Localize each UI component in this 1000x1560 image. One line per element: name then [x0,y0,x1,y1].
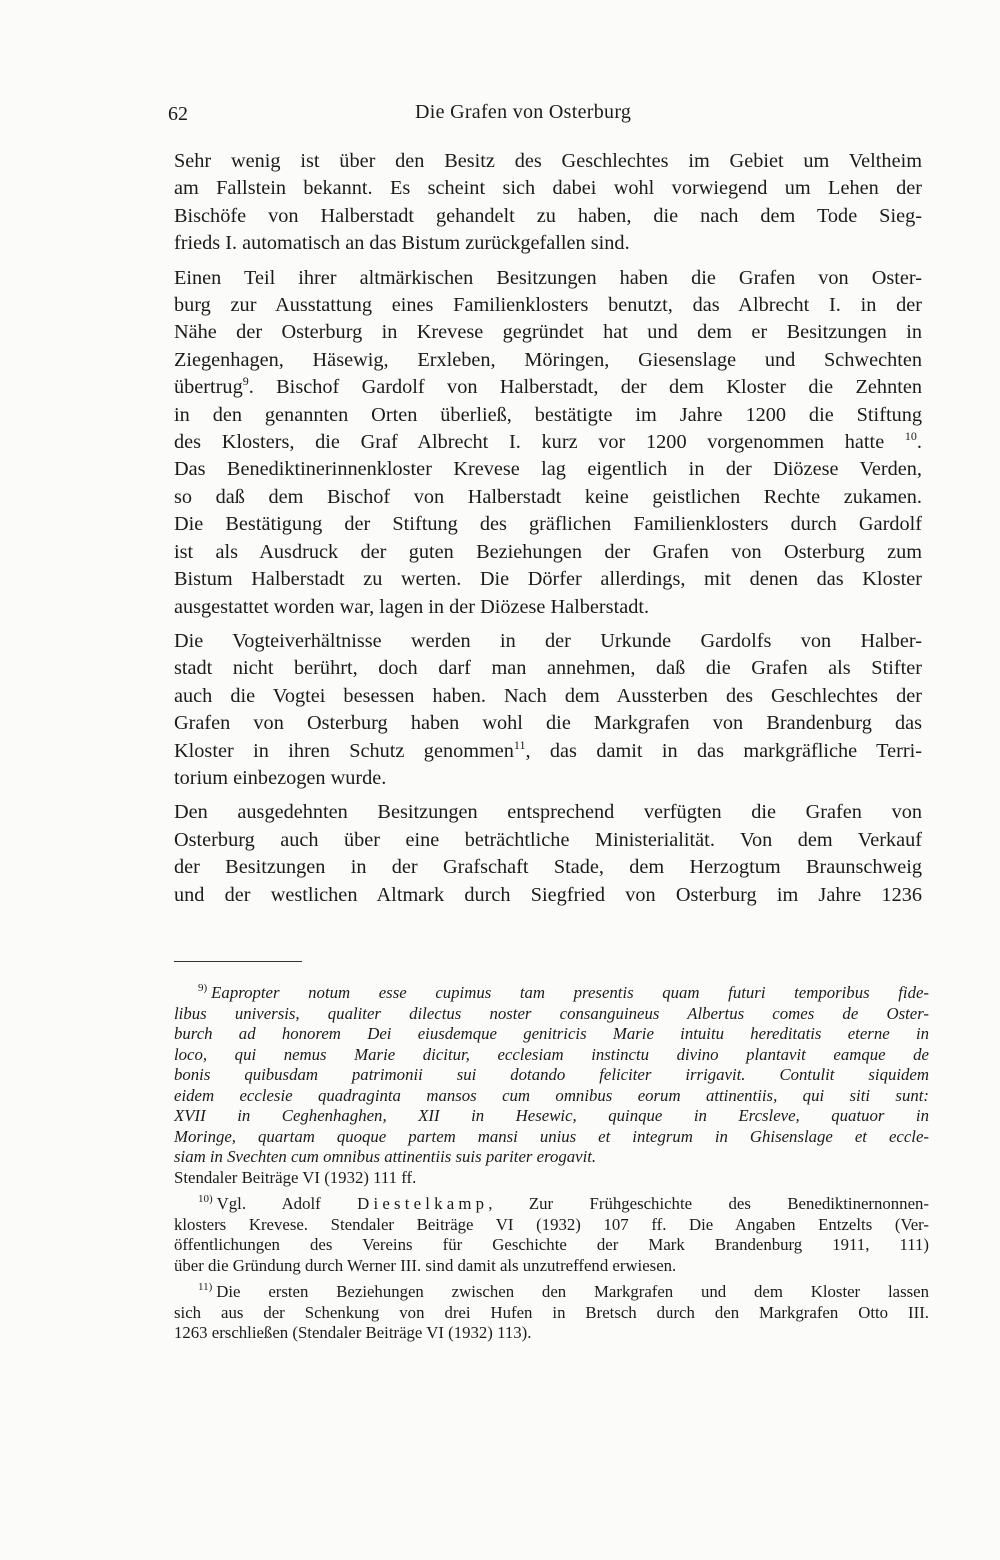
text-line: Ziegenhagen, Häsewig, Erxleben, Möringen, Giesenslage und Schwechten [174,348,922,371]
paragraph [174,148,922,258]
footnote-divider [174,961,302,962]
paragraph [174,628,922,792]
text-line: siam in Svechten cum omnibus attinentiis suis pariter erogavit. [174,1147,597,1166]
text-segment: Kloster in ihren Schutz genommen [174,739,514,762]
main-text [174,148,922,916]
footnote-11 [174,1282,929,1344]
text-line: Grafen von Osterburg haben wohl die Markgrafen von Brandenburg das [174,712,922,735]
footnote-number: 11) [198,1281,213,1294]
text-line: libus universis, qualiter dilectus noster consanguineus Albertus comes de Oster- [174,1003,929,1023]
text-line: am Fallstein bekannt. Es scheint sich dabei wohl vorwiegend um Lehen der [174,177,922,200]
text-line: über die Gründung durch Werner III. sind damit als unzutreffend erwiesen. [174,1255,677,1275]
text-line: Das Benediktinerinnenkloster Krevese lag eigentlich in der Diözese Verden, [174,458,922,481]
text-line [174,429,922,456]
text-line: ausgestattet worden war, lagen in der Diözese Halberstadt. [174,595,650,618]
text-line: und der westlichen Altmark durch Siegfried von Osterburg im Jahre 1236 [174,883,922,906]
text-line: eidem ecclesie quadraginta mansos cum omnibus eorum attinentiis, qui siti sunt: [174,1085,929,1105]
text-line: XVII in Ceghenhaghen, XII in Hesewic, quinque in Ercsleve, quatuor in [174,1106,929,1125]
footnotes [174,983,929,1350]
text-line [174,983,929,1004]
text-segment: des Klosters, die Graf Albrecht I. kurz vor 1200 vorgenommen hatte [174,431,885,454]
footnote-9 [174,983,929,1188]
text-line: burch ad honorem Dei eiusdemque genitricis Marie intuitu hereditatis eterne in [174,1024,929,1043]
text-segment: . [916,431,922,454]
text-line: torium einbezogen wurde. [174,766,387,789]
text-line: so daß dem Bischof von Halberstadt keine geistlichen Rechte zukamen. [174,485,922,508]
text-segment: , das damit in das markgräfliche Terri- [525,739,923,762]
text-line [174,1194,929,1215]
text-line: Den ausgedehnten Besitzungen entsprechend verfügten die Grafen von [174,801,922,824]
text-line: Osterburg auch über eine beträchtliche Ministerialität. Von dem Verkauf [174,828,922,851]
text-segment: übertrug [174,376,243,399]
text-line: ist als Ausdruck der guten Beziehungen der Grafen von Osterburg zum [174,540,922,563]
text-line [174,738,922,765]
text-line: Nähe der Osterburg in Krevese gegründet hat und dem er Besitzungen in [174,321,922,344]
text-line: Sehr wenig ist über den Besitz des Geschlechtes im Gebiet um Veltheim [174,150,922,172]
page-number: 62 [168,103,188,125]
footnote-number: 9) [198,982,208,995]
text-line: der Besitzungen in der Grafschaft Stade, dem Herzogtum Braunschweig [174,856,922,879]
text-line: Moringe, quartam quoque partem mansi unius et integrum in Ghisenslage et eccle- [174,1126,929,1146]
text-line: öffentlichungen des Vereins für Geschichte der Mark Brandenburg 1911, 111) [174,1235,929,1254]
author-name: Diestelkamp [357,1194,489,1213]
text-line: burg zur Ausstattung eines Familienklosters benutzt, das Albrecht I. in der [174,294,922,317]
text-line: in den genannten Orten überließ, bestätigte im Jahre 1200 die Stiftung [174,403,922,426]
paragraph [174,265,922,621]
text-segment: Eapropter notum esse cupimus tam presentis quam futuri temporibus fide- [211,983,929,1002]
text-line: stadt nicht berührt, doch darf man annehmen, daß die Grafen als Stifter [174,657,922,680]
text-line: Bischöfe von Halberstadt gehandelt zu haben, die nach dem Tode Sieg- [174,204,922,227]
text-line: sich aus der Schenkung von drei Hufen in Bretsch durch den Markgrafen Otto III. [174,1302,929,1322]
text-segment: , Zur Frühgeschichte des Benediktinernonnen- [488,1194,929,1213]
text-line: Bistum Halberstadt zu werten. Die Dörfer allerdings, mit denen das Kloster [174,568,922,591]
text-line [174,374,922,401]
text-line: 1263 erschließen (Stendaler Beiträge VI (1932) 113). [174,1323,532,1342]
footnote-number: 10) [198,1193,213,1206]
running-title: Die Grafen von Osterburg [415,101,632,123]
paragraph [174,799,922,909]
text-line: Einen Teil ihrer altmärkischen Besitzungen haben die Grafen von Oster- [174,266,922,289]
footnote-ref-9[interactable]: 9 [242,374,249,389]
text-line: loco, qui nemus Marie dicitur, ecclesiam instinctu divino plantavit eamque de [174,1044,929,1064]
text-line: klosters Krevese. Stendaler Beiträge VI (1932) 107 ff. Die Angaben Entzelts (Ver- [174,1214,929,1234]
text-segment: Die ersten Beziehungen zwischen den Markgrafen und dem Kloster lassen [216,1282,929,1301]
text-line: bonis quibusdam patrimonii sui dotando feliciter irrigavit. Contulit siquidem [174,1065,929,1084]
text-segment: Vgl. Adolf [216,1194,358,1213]
footnote-ref-10[interactable]: 10 [904,429,917,444]
text-line: frieds I. automatisch an das Bistum zurückgefallen sind. [174,232,630,255]
text-line: auch die Vogtei besessen haben. Nach dem Aussterben des Geschlechtes der [174,684,922,707]
text-line: Die Bestätigung der Stiftung des gräflichen Familienklosters durch Gardolf [174,513,922,536]
text-segment: . Bischof Gardolf von Halberstadt, der dem Kloster die Zehnten [248,376,922,399]
text-line [174,1282,929,1303]
footnote-10 [174,1194,929,1276]
footnote-source: Stendaler Beiträge VI (1932) 111 ff. [174,1167,417,1187]
text-line: Die Vogteiverhältnisse werden in der Urkunde Gardolfs von Halber- [174,629,922,652]
footnote-ref-11[interactable]: 11 [513,737,526,752]
